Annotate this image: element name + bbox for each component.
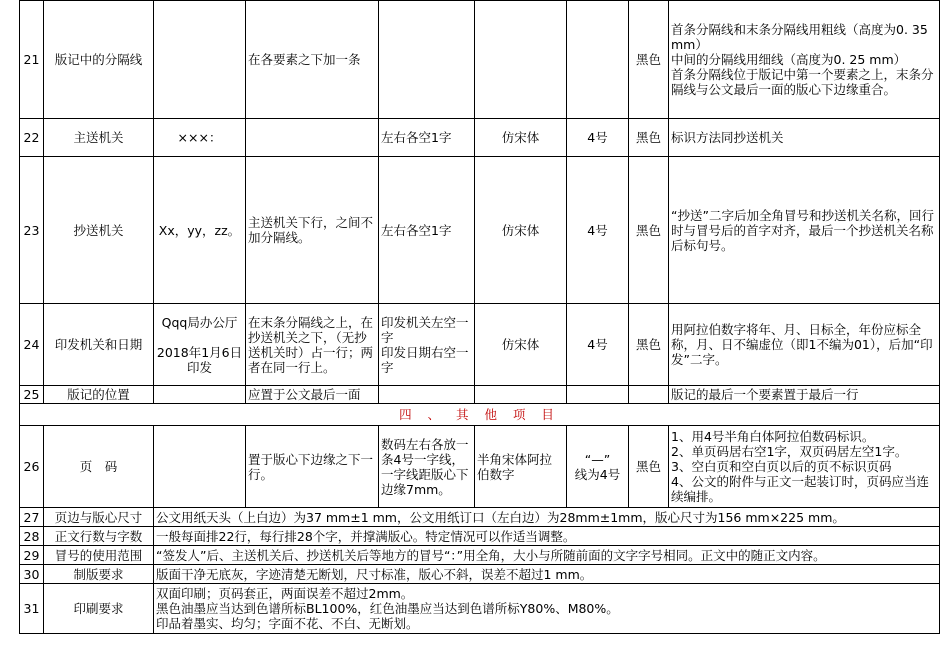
size-cell: 4号	[567, 119, 629, 157]
note-cell: 首条分隔线和末条分隔线用粗线（高度为0. 35 mm） 中间的分隔线用细线（高度为0. 25 mm） 首条分隔线位于版记中第一个要素之上，末条分隔线与公文最后一面的版心下边缘重合。	[669, 1, 940, 119]
section-row	[20, 404, 940, 426]
size-cell	[567, 386, 629, 404]
item-name: 抄送机关	[44, 157, 154, 304]
section-title: 四 、 其 他 项 目	[20, 404, 940, 426]
item-name: 制版要求	[44, 565, 154, 584]
row-number: 26	[20, 426, 44, 508]
table-row	[20, 119, 940, 157]
row-number: 28	[20, 527, 44, 546]
font-cell: 半角宋体阿拉伯数字	[475, 426, 567, 508]
table-row	[20, 304, 940, 386]
row-number: 27	[20, 508, 44, 527]
position-cell: 应置于公文最后一面	[246, 386, 379, 404]
table-row	[20, 1, 940, 119]
item-name: 主送机关	[44, 119, 154, 157]
size-cell: “—” 线为4号	[567, 426, 629, 508]
font-cell: 仿宋体	[475, 304, 567, 386]
format-cell: 左右各空1字	[379, 119, 475, 157]
table-row	[20, 508, 940, 527]
color-cell: 黑色	[629, 1, 669, 119]
requirement-text: 一般每面排22行，每行排28个字，并撑满版心。特定情况可以作适当调整。	[154, 527, 940, 546]
position-cell	[246, 119, 379, 157]
note-cell: 标识方法同抄送机关	[669, 119, 940, 157]
example-cell	[154, 386, 246, 404]
table-row	[20, 565, 940, 584]
item-name: 版记中的分隔线	[44, 1, 154, 119]
color-cell: 黑色	[629, 157, 669, 304]
row-number: 24	[20, 304, 44, 386]
color-cell	[629, 386, 669, 404]
item-name: 页 码	[44, 426, 154, 508]
format-cell: 数码左右各放一条4号一字线，一字线距版心下边缘7mm。	[379, 426, 475, 508]
position-cell: 主送机关下行，之间不加分隔线。	[246, 157, 379, 304]
table-row	[20, 546, 940, 565]
color-cell: 黑色	[629, 119, 669, 157]
item-name: 印刷要求	[44, 584, 154, 634]
position-cell: 置于版心下边缘之下一行。	[246, 426, 379, 508]
format-cell: 左右各空1字	[379, 157, 475, 304]
font-cell: 仿宋体	[475, 119, 567, 157]
color-cell: 黑色	[629, 304, 669, 386]
size-cell: 4号	[567, 157, 629, 304]
requirement-text: “签发人”后、主送机关后、抄送机关后等地方的冒号“：”用全角，大小与所随前面的文字字号相同。正文中的随正文内容。	[154, 546, 940, 565]
table-row	[20, 426, 940, 508]
row-number: 30	[20, 565, 44, 584]
note-cell: 用阿拉伯数字将年、月、日标全，年份应标全称，月、日不编虚位（即1不编为01），后加“印发”二字。	[669, 304, 940, 386]
row-number: 25	[20, 386, 44, 404]
table-row	[20, 584, 940, 634]
format-cell	[379, 386, 475, 404]
note-cell: “抄送”二字后加全角冒号和抄送机关名称，回行时与冒号后的首字对齐，最后一个抄送机关名称后标句号。	[669, 157, 940, 304]
row-number: 29	[20, 546, 44, 565]
item-name: 版记的位置	[44, 386, 154, 404]
requirement-text: 双面印刷；页码套正，两面误差不超过2mm。 黑色油墨应当达到色谱所标BL100%，红色油墨应当达到色谱所标Y80%、M80%。 印品着墨实、均匀；字面不花、不白、无断划。	[154, 584, 940, 634]
example-cell	[154, 1, 246, 119]
item-name: 冒号的使用范围	[44, 546, 154, 565]
item-name: 正文行数与字数	[44, 527, 154, 546]
position-cell: 在各要素之下加一条	[246, 1, 379, 119]
row-number: 21	[20, 1, 44, 119]
requirement-text: 版面干净无底灰，字迹清楚无断划，尺寸标准，版心不斜，误差不超过1 mm。	[154, 565, 940, 584]
format-cell: 印发机关左空一字 印发日期右空一字	[379, 304, 475, 386]
table-row	[20, 157, 940, 304]
note-cell: 版记的最后一个要素置于最后一行	[669, 386, 940, 404]
position-cell: 在末条分隔线之上，在抄送机关之下，（无抄送机关时）占一行；两者在同一行上。	[246, 304, 379, 386]
item-name: 页边与版心尺寸	[44, 508, 154, 527]
item-name: 印发机关和日期	[44, 304, 154, 386]
spec-table	[19, 0, 940, 634]
example-cell: Xx，yy，zz。	[154, 157, 246, 304]
font-cell: 仿宋体	[475, 157, 567, 304]
requirement-text: 公文用纸天头（上白边）为37 mm±1 mm，公文用纸订口（左白边）为28mm±1mm，版心尺寸为156 mm×225 mm。	[154, 508, 940, 527]
size-cell	[567, 1, 629, 119]
table-row	[20, 527, 940, 546]
example-cell: Qqq局办公厅 2018年1月6日印发	[154, 304, 246, 386]
font-cell	[475, 386, 567, 404]
size-cell: 4号	[567, 304, 629, 386]
note-cell: 1、用4号半角白体阿拉伯数码标识。 2、单页码居右空1字，双页码居左空1字。 3、空白页和空白页以后的页不标识页码 4、公文的附件与正文一起装订时，页码应当连续编排。	[669, 426, 940, 508]
row-number: 22	[20, 119, 44, 157]
row-number: 23	[20, 157, 44, 304]
example-cell	[154, 426, 246, 508]
format-cell	[379, 1, 475, 119]
color-cell: 黑色	[629, 426, 669, 508]
example-cell: ×××：	[154, 119, 246, 157]
row-number: 31	[20, 584, 44, 634]
table-row	[20, 386, 940, 404]
font-cell	[475, 1, 567, 119]
